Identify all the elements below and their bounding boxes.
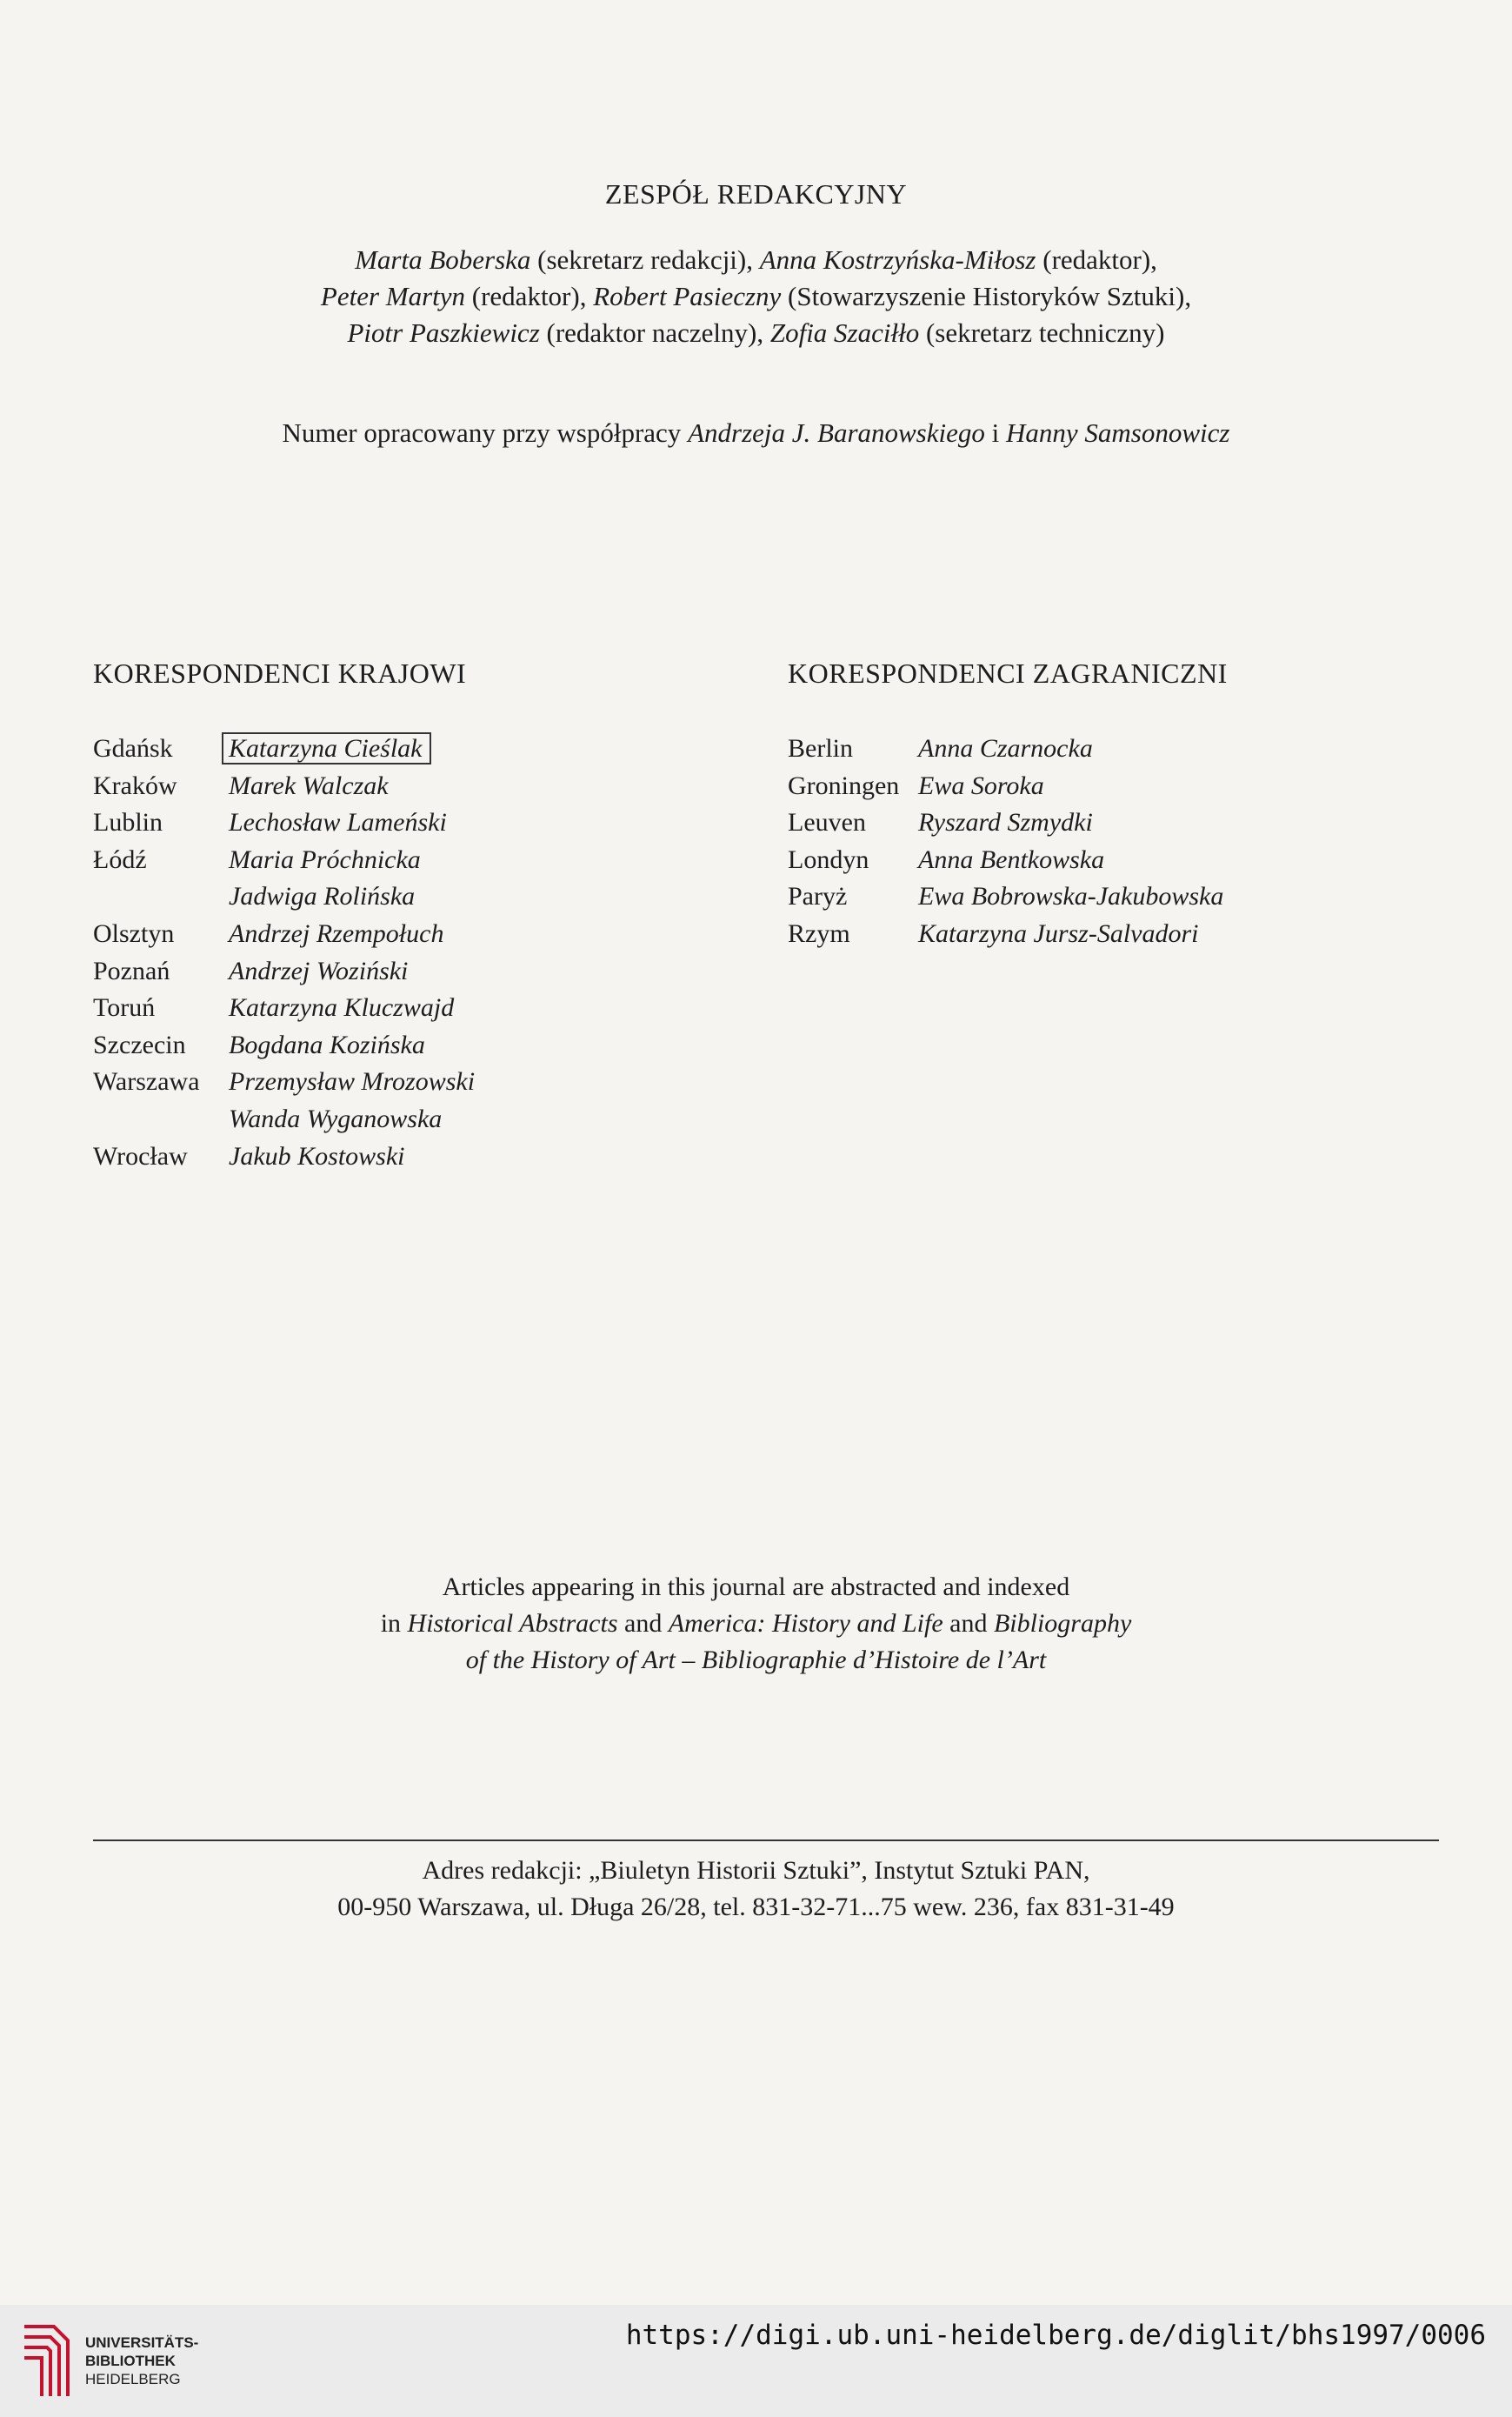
editors-line-3: Piotr Paszkiewicz (redaktor naczelny), Zofia Szaciłło (sekretarz techniczny) <box>347 317 1165 348</box>
list-item: Poznań Andrzej Woziński <box>93 956 409 985</box>
list-item: Wanda Wyganowska <box>229 1104 443 1133</box>
highlighted-name: Katarzyna Cieślak <box>222 732 431 764</box>
list-item: Jadwiga Rolińska <box>229 882 416 911</box>
domestic-correspondents-heading: KORESPONDENCI KRAJOWI <box>93 658 467 689</box>
list-item: Łódź Maria Próchnicka <box>93 845 421 874</box>
ub-heidelberg-logo-icon <box>19 2318 73 2403</box>
list-item: Kraków Marek Walczak <box>93 771 389 800</box>
list-item: Paryż Ewa Bobrowska-Jakubowska <box>788 882 1224 911</box>
permalink-url[interactable]: https://digi.ub.uni-heidelberg.de/diglit/bhs1997/0006 <box>625 2320 1486 2351</box>
editorial-team <box>0 242 1512 351</box>
list-item: Wrocław Jakub Kostowski <box>93 1141 405 1171</box>
cooperation-note: Numer opracowany przy współpracy Andrzeja J. Baranowskiego i Hanny Samsonowicz <box>282 417 1230 448</box>
foreign-correspondents-heading: KORESPONDENCI ZAGRANICZNI <box>788 658 1228 689</box>
list-item: Leuven Ryszard Szmydki <box>788 808 1093 838</box>
list-item: Londyn Anna Bentkowska <box>788 845 1105 874</box>
list-item: Berlin Anna Czarnocka <box>788 734 1093 763</box>
indexing-note: Articles appearing in this journal are abstracted and indexed in Historical Abstracts and America: History and Life and Bibliography of the History of Art – Bibliographie d’Histoire de l’Art <box>380 1572 1132 1674</box>
editorial-address: Adres redakcji: „Biuletyn Historii Sztuki”, Instytut Sztuki PAN, 00-950 Warszawa, ul. Długa 26/28, tel. 831-32-71...75 wew. 236, fax 831-31-49 <box>337 1856 1175 1921</box>
domestic-correspondents-list <box>93 734 702 1178</box>
list-item: Groningen Ewa Soroka <box>788 771 1044 800</box>
list-item: Warszawa Przemysław Mrozowski <box>93 1067 476 1097</box>
list-item: Olsztyn Andrzej Rzempołuch <box>93 918 444 948</box>
list-item: Toruń Katarzyna Kluczwajd <box>93 993 455 1023</box>
list-item: Gdańsk Katarzyna Cieślak <box>93 734 702 771</box>
editors-line-2: Peter Martyn (redaktor), Robert Pasieczny (Stowarzyszenie Historyków Sztuki), <box>320 281 1192 311</box>
list-item: Rzym Katarzyna Jursz-Salvadori <box>788 918 1199 948</box>
editors-line-1: Marta Boberska (sekretarz redakcji), Anna Kostrzyńska-Miłosz (redaktor), <box>355 244 1157 275</box>
list-item: Lublin Lechosław Lameński <box>93 808 447 838</box>
divider <box>93 1839 1439 1841</box>
library-name: UNIVERSITÄTS- BIBLIOTHEK HEIDELBERG <box>85 2334 199 2387</box>
page-title: ZESPÓŁ REDAKCYJNY <box>604 178 908 210</box>
list-item: Szczecin Bogdana Kozińska <box>93 1030 425 1059</box>
foreign-correspondents-list <box>788 734 1449 957</box>
